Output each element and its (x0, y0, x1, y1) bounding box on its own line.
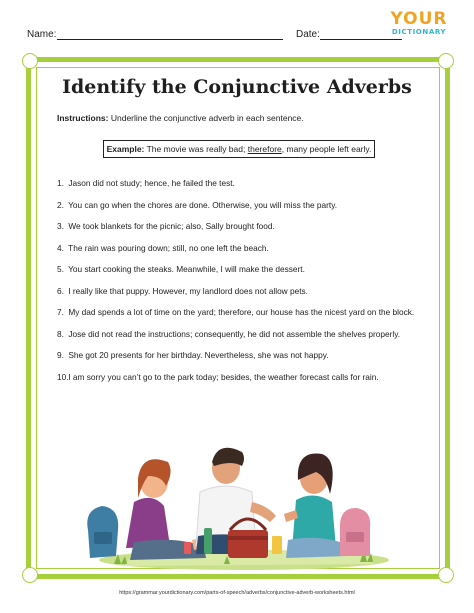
logo-dictionary: DICTIONARY (391, 28, 447, 36)
example-underlined-word: therefore (247, 144, 282, 154)
question-number: 3. (57, 221, 64, 231)
worksheet-title: Identify the Conjunctive Adverbs (62, 76, 412, 98)
example-label: Example: (106, 144, 145, 154)
name-line[interactable] (57, 39, 283, 40)
question-text: I am sorry you can’t go to the park today; besides, the weather forecast calls for rain. (68, 371, 379, 382)
example-box (103, 140, 375, 158)
question-item[interactable] (57, 329, 437, 351)
question-number: 9. (57, 350, 64, 360)
question-text: Jose did not read the instructions; consequently, he did not assemble the shelves properly. (68, 328, 401, 339)
question-item[interactable] (57, 372, 437, 394)
question-text: My dad spends a lot of time on the yard; therefore, our house has the nicest yard on the block. (68, 307, 415, 317)
question-number: 7. (57, 307, 64, 317)
name-date-row (27, 27, 387, 43)
question-number: 10. (57, 371, 69, 382)
question-text: I really like that puppy. However, my landlord does not allow pets. (68, 285, 308, 296)
question-text: We took blankets for the picnic; also, Sally brought food. (68, 221, 275, 231)
frame-corner-icon (22, 567, 38, 583)
question-item[interactable] (57, 350, 437, 372)
question-text: You start cooking the steaks. Meanwhile, I will make the dessert. (68, 264, 305, 274)
date-line[interactable] (320, 39, 402, 40)
question-item[interactable] (57, 307, 437, 329)
question-item[interactable] (57, 178, 437, 200)
instructions-text: Underline the conjunctive adverb in each sentence. (110, 113, 304, 123)
question-number: 8. (57, 328, 64, 339)
question-list (57, 178, 437, 393)
question-text: She got 20 presents for her birthday. Nevertheless, she was not happy. (68, 350, 329, 360)
frame-corner-icon (438, 567, 454, 583)
logo-your: YOUR (390, 9, 448, 29)
instructions-label: Instructions: (57, 113, 109, 123)
name-label: Name: (27, 29, 57, 40)
footer-url[interactable]: https://grammar.yourdictionary.com/parts-of-speech/adverbs/conjunctive-adverb-worksheets.html (119, 590, 355, 596)
example-after: , many people left early. (281, 144, 372, 154)
date-label: Date: (296, 29, 320, 40)
question-number: 6. (57, 285, 64, 296)
question-text: You can go when the chores are done. Otherwise, you will miss the party. (68, 199, 338, 210)
question-text: Jason did not study; hence, he failed the test. (68, 178, 235, 188)
yourdictionary-logo[interactable] (384, 10, 454, 37)
question-number: 1. (57, 178, 64, 188)
example-before: The movie was really bad; (146, 144, 246, 154)
question-item[interactable] (57, 286, 437, 308)
question-number: 5. (57, 264, 64, 274)
frame-corner-icon (22, 53, 38, 69)
question-number: 4. (57, 242, 64, 253)
question-item[interactable] (57, 221, 437, 243)
frame-corner-icon (438, 53, 454, 69)
question-item[interactable] (57, 264, 437, 286)
question-item[interactable] (57, 200, 437, 222)
picnic-illustration (74, 432, 396, 572)
instructions (57, 113, 304, 123)
question-item[interactable] (57, 243, 437, 265)
question-number: 2. (57, 199, 64, 210)
question-text: The rain was pouring down; still, no one left the beach. (68, 242, 269, 253)
